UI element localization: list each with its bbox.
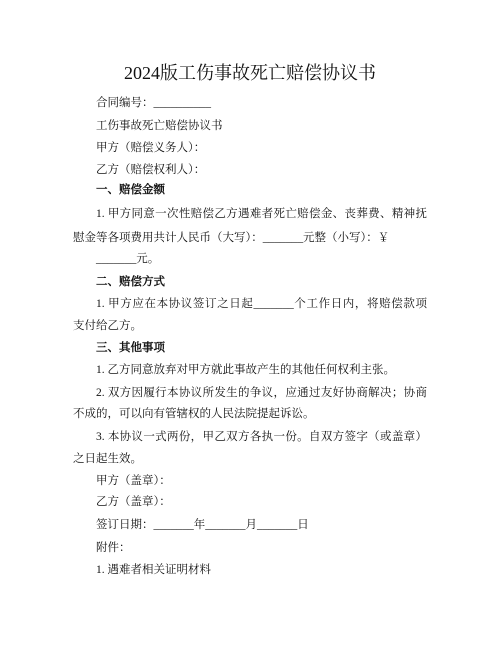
clause-line: 不成的，可以向有管辖权的人民法院提起诉讼。 (73, 408, 315, 420)
party-b-seal: 乙方（盖章）： (96, 496, 171, 508)
section-heading-amount: 一、赔偿金额 (96, 184, 165, 196)
document-title: 2024版工伤事故死亡赔偿协议书 (124, 63, 376, 83)
clause-line: 支付给乙方。 (73, 320, 142, 332)
clause-line: 慰金等各项费用共计人民币（大写）：_______元整（小写）：￥ (73, 232, 390, 244)
clause-line: 1. 乙方同意放弃对甲方就此事故产生的其他任何权利主张。 (96, 364, 395, 376)
clause-line: 3. 本协议一式两份，甲乙双方各执一份。自双方签字（或盖章） (96, 431, 427, 443)
clause-line: 1. 甲方应在本协议签订之日起_______个工作日内，将赔偿款项 (96, 298, 427, 310)
party-a-seal: 甲方（盖章）： (96, 475, 171, 487)
clause-line: 之日起生效。 (73, 453, 142, 465)
clause-line: 2. 双方因履行本协议所发生的争议，应通过友好协商解决；协商 (96, 387, 427, 399)
clause-line: 1. 甲方同意一次性赔偿乙方遇难者死亡赔偿金、丧葬费、精神抚 (96, 208, 427, 220)
party-a-label: 甲方（赔偿义务人）： (96, 142, 206, 154)
clause-line: _______元。 (96, 253, 160, 265)
section-heading-other: 三、其他事项 (96, 342, 165, 354)
signing-date: 签订日期：_______年_______月_______日 (96, 519, 309, 531)
attachment-item: 1. 遇难者相关证明材料 (96, 564, 211, 576)
document-name: 工伤事故死亡赔偿协议书 (96, 120, 223, 132)
section-heading-payment: 二、赔偿方式 (96, 276, 165, 288)
party-b-label: 乙方（赔偿权利人）： (96, 164, 206, 176)
attachments-label: 附件： (96, 542, 131, 554)
contract-number: 合同编号：__________ (96, 97, 211, 109)
